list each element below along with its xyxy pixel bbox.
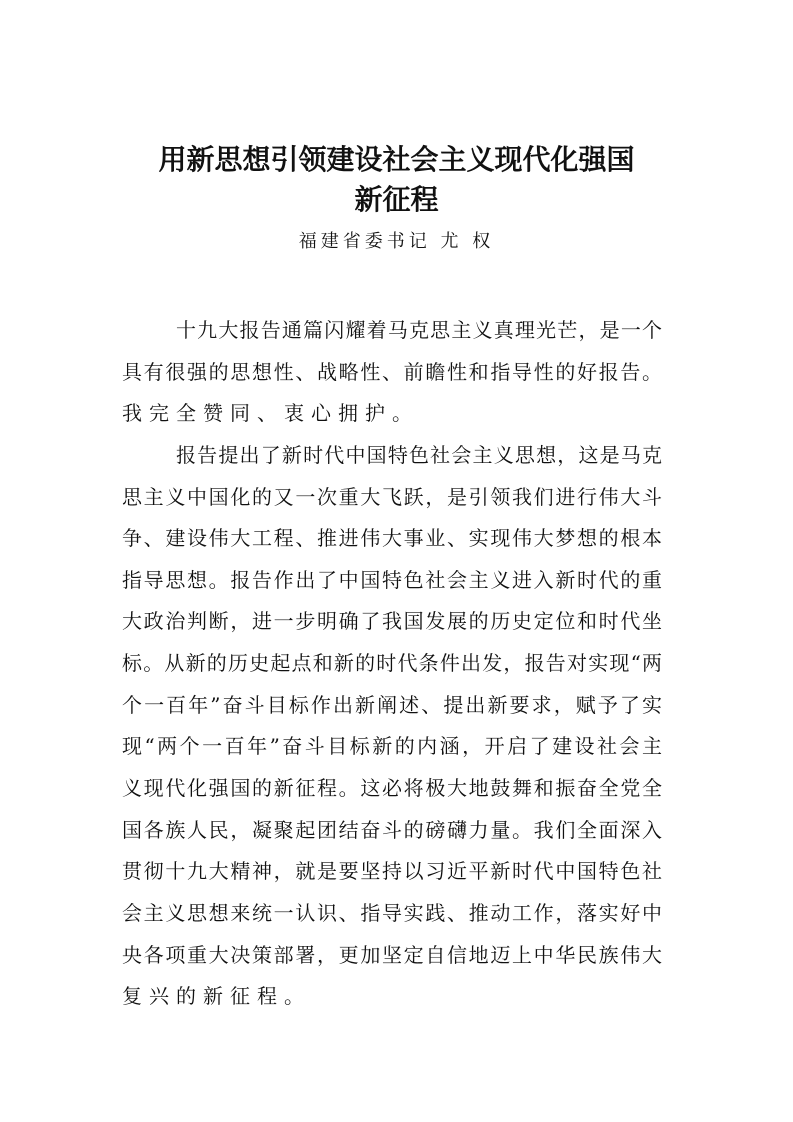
document-title-line-1: 用新思想引领建设社会主义现代化强国 bbox=[158, 143, 635, 176]
paragraph-line: 复兴的新征程。 bbox=[122, 984, 311, 1009]
paragraph-line: 个一百年”奋斗目标作出新阐述、提出新要求，赋予了实 bbox=[122, 692, 662, 717]
paragraph-line: 思主义中国化的又一次重大飞跃，是引领我们进行伟大斗 bbox=[122, 484, 662, 509]
paragraph bbox=[122, 435, 662, 1018]
paragraph-line: 具有很强的思想性、战略性、前瞻性和指导性的好报告。 bbox=[122, 359, 662, 384]
paragraph-line: 指导思想。报告作出了中国特色社会主义进入新时代的重 bbox=[122, 567, 662, 592]
document-title-line-2: 新征程 bbox=[354, 183, 439, 216]
paragraph-line: 争、建设伟大工程、推进伟大事业、实现伟大梦想的根本 bbox=[122, 526, 662, 551]
paragraph-line: 我完全赞同、衷心拥护。 bbox=[122, 401, 419, 426]
paragraph-line: 会主义思想来统一认识、指导实践、推动工作，落实好中 bbox=[122, 900, 662, 925]
paragraph-line: 国各族人民，凝聚起团结奋斗的磅礴力量。我们全面深入 bbox=[122, 817, 662, 842]
paragraph-line: 央各项重大决策部署，更加坚定自信地迈上中华民族伟大 bbox=[122, 942, 662, 967]
paragraph-line: 贯彻十九大精神，就是要坚持以习近平新时代中国特色社 bbox=[122, 859, 662, 884]
document-body bbox=[122, 310, 662, 1018]
paragraph-line: 十九大报告通篇闪耀着马克思主义真理光芒，是一个 bbox=[176, 318, 662, 342]
paragraph-line: 报告提出了新时代中国特色社会主义思想，这是马克 bbox=[176, 442, 662, 467]
paragraph bbox=[122, 310, 662, 435]
paragraph-line: 大政治判断，进一步明确了我国发展的历史定位和时代坐 bbox=[122, 609, 662, 634]
paragraph-line: 标。从新的历史起点和新的时代条件出发，报告对实现“两 bbox=[122, 651, 662, 676]
paragraph-line: 义现代化强国的新征程。这必将极大地鼓舞和振奋全党全 bbox=[122, 776, 662, 801]
paragraph-line: 现“两个一百年”奋斗目标新的内涵，开启了建设社会主 bbox=[122, 734, 662, 759]
author-byline: 福建省委书记 尤 权 bbox=[298, 231, 495, 252]
